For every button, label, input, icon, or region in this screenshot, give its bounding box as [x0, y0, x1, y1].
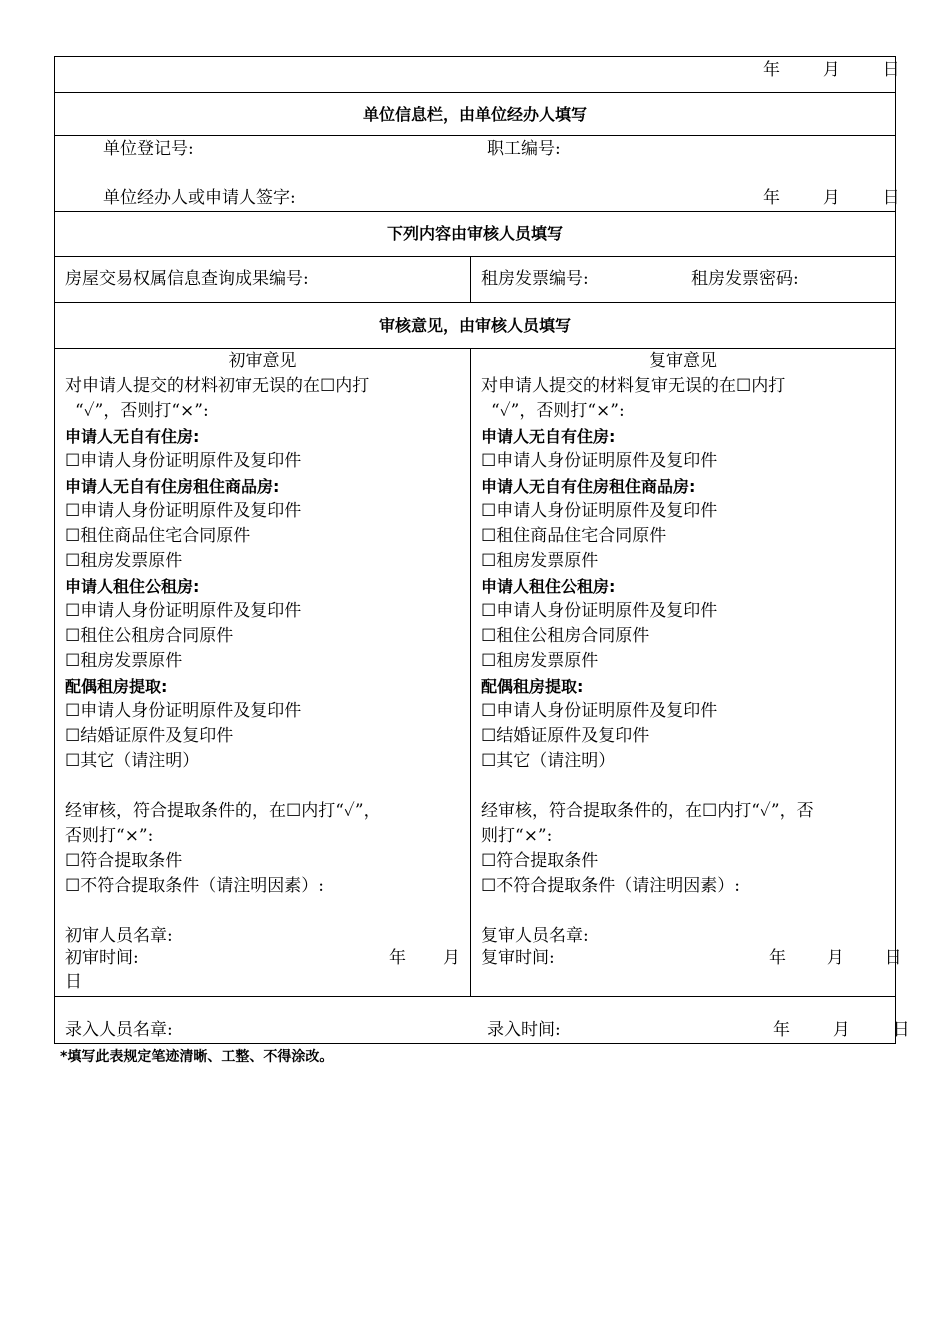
- first-review-line: 配偶租房提取:: [65, 677, 168, 696]
- divider: [55, 302, 895, 303]
- first-review-time-label: 初审时间:: [65, 948, 139, 968]
- second-review-line: ☐申请人身份证明原件及复印件: [481, 451, 718, 471]
- year-label: 年: [763, 188, 780, 208]
- staff-no-label: 职工编号:: [487, 139, 561, 159]
- divider: [55, 256, 895, 257]
- first-review-line: 对申请人提交的材料初审无误的在☐内打: [65, 376, 370, 396]
- first-review-line: 否则打“×”:: [65, 826, 154, 846]
- first-review-line: 经审核，符合提取条件的，在☐内打“✓”，: [65, 801, 381, 821]
- first-review-line: ☐其它（请注明）: [65, 751, 200, 771]
- second-review-line: 对申请人提交的材料复审无误的在☐内打: [481, 376, 786, 396]
- second-review-column: [481, 374, 891, 949]
- second-review-line: “✓”，否则打“×”:: [491, 401, 625, 421]
- day-label: 日: [882, 188, 900, 208]
- year-label: 年: [773, 1020, 790, 1040]
- second-review-line: 申请人租住公租房:: [481, 577, 616, 596]
- second-review-line: 复审人员名章:: [481, 926, 589, 946]
- invoice-no-label: 租房发票编号:: [481, 269, 589, 289]
- review-fill-title: 下列内容由审核人员填写: [386, 224, 563, 243]
- first-review-line: ☐不符合提取条件（请注明因素）:: [65, 876, 324, 896]
- first-review-line: “✓”，否则打“×”:: [75, 401, 209, 421]
- first-review-month: 月: [443, 948, 460, 968]
- second-review-line: 经审核，符合提取条件的，在☐内打“✓”，否: [481, 801, 814, 821]
- first-review-header: 初审意见: [228, 351, 297, 371]
- first-review-line: ☐申请人身份证明原件及复印件: [65, 501, 302, 521]
- second-review-line: ☐符合提取条件: [481, 851, 599, 871]
- day-label: 日: [882, 60, 900, 80]
- second-review-header: 复审意见: [649, 351, 717, 371]
- day-label: 日: [884, 948, 902, 968]
- second-review-line: ☐申请人身份证明原件及复印件: [481, 601, 718, 621]
- second-review-time-label: 复审时间:: [481, 948, 555, 968]
- first-review-line: [65, 774, 465, 799]
- second-review-line: ☐租住公租房合同原件: [481, 626, 650, 646]
- first-review-line: 申请人租住公租房:: [65, 577, 200, 596]
- year-label: 年: [769, 948, 786, 968]
- first-review-day: 日: [65, 972, 82, 992]
- first-review-line: ☐租房发票原件: [65, 551, 183, 571]
- divider: [55, 996, 895, 997]
- divider: [55, 92, 895, 93]
- unit-reg-no-label: 单位登记号:: [103, 139, 194, 159]
- day-label: 日: [892, 1020, 910, 1040]
- entry-date: [773, 1020, 910, 1040]
- second-review-line: 则打“×”:: [481, 826, 553, 846]
- second-review-line: [481, 899, 891, 924]
- second-review-line: ☐其它（请注明）: [481, 751, 616, 771]
- entry-clerk-label: 录入人员名章:: [65, 1020, 173, 1040]
- first-review-line: ☐符合提取条件: [65, 851, 183, 871]
- divider: [470, 348, 471, 996]
- opinion-section-title: 审核意见，由审核人员填写: [378, 316, 571, 335]
- second-review-line: 配偶租房提取:: [481, 677, 584, 696]
- entry-time-label: 录入时间:: [487, 1020, 561, 1040]
- month-label: 月: [822, 60, 840, 80]
- second-review-line: 申请人无自有住房租住商品房:: [481, 477, 696, 496]
- invoice-pwd-label: 租房发票密码:: [691, 269, 799, 289]
- first-review-line: 初审人员名章:: [65, 926, 173, 946]
- first-review-line: ☐租房发票原件: [65, 651, 183, 671]
- house-query-label: 房屋交易权属信息查询成果编号:: [65, 269, 309, 289]
- first-review-line: ☐申请人身份证明原件及复印件: [65, 451, 302, 471]
- divider: [470, 256, 471, 302]
- second-review-line: ☐不符合提取条件（请注明因素）:: [481, 876, 740, 896]
- second-review-line: ☐租房发票原件: [481, 551, 599, 571]
- footnote: *填写此表规定笔迹清晰、工整、不得涂改。: [60, 1049, 334, 1065]
- year-label: 年: [763, 60, 780, 80]
- first-review-line: ☐结婚证原件及复印件: [65, 726, 234, 746]
- first-review-line: 申请人无自有住房:: [65, 427, 200, 446]
- form-table: [54, 56, 910, 1044]
- first-review-line: [65, 899, 465, 924]
- divider: [55, 348, 895, 349]
- top-date: [763, 60, 900, 80]
- first-review-line: ☐租住公租房合同原件: [65, 626, 234, 646]
- divider: [55, 211, 895, 212]
- signature-label: 单位经办人或申请人签字:: [103, 188, 296, 208]
- second-review-line: ☐租住商品住宅合同原件: [481, 526, 667, 546]
- month-label: 月: [826, 948, 844, 968]
- first-review-column: [65, 374, 465, 949]
- first-review-line: ☐申请人身份证明原件及复印件: [65, 601, 302, 621]
- second-review-line: ☐结婚证原件及复印件: [481, 726, 650, 746]
- first-review-line: ☐申请人身份证明原件及复印件: [65, 701, 302, 721]
- second-review-line: ☐租房发票原件: [481, 651, 599, 671]
- month-label: 月: [832, 1020, 850, 1040]
- second-review-line: 申请人无自有住房:: [481, 427, 616, 446]
- second-review-line: [481, 774, 891, 799]
- unit-section-title: 单位信息栏，由单位经办人填写: [362, 105, 587, 124]
- first-review-line: 申请人无自有住房租住商品房:: [65, 477, 280, 496]
- second-review-line: ☐申请人身份证明原件及复印件: [481, 701, 718, 721]
- second-review-line: ☐申请人身份证明原件及复印件: [481, 501, 718, 521]
- signature-date: [763, 188, 900, 208]
- second-review-date: [769, 948, 902, 968]
- divider: [55, 135, 895, 136]
- month-label: 月: [822, 188, 840, 208]
- first-review-year: 年: [389, 948, 406, 968]
- first-review-line: ☐租住商品住宅合同原件: [65, 526, 251, 546]
